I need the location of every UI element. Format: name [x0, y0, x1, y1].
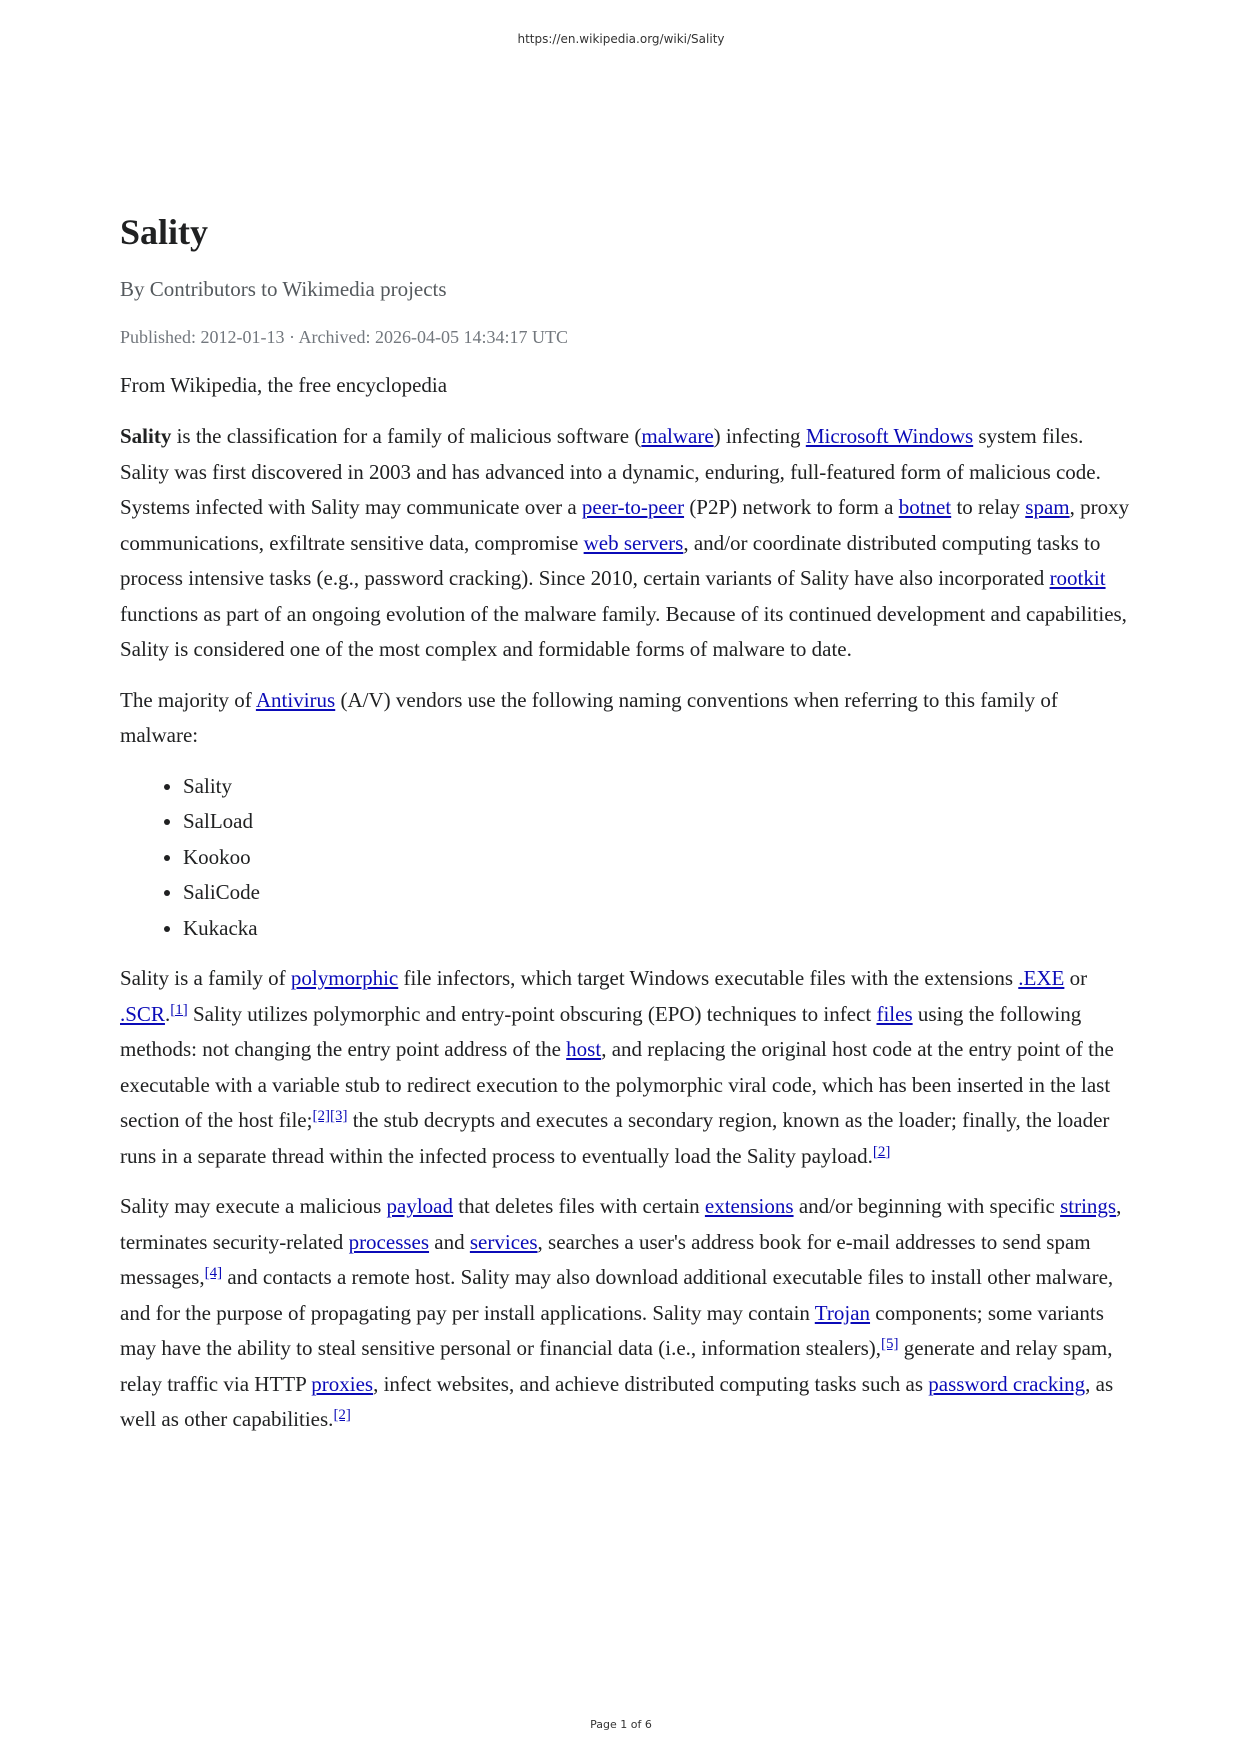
text: , and/or coordinate distributed computing tasks to process intensive tasks (e.g., password cracking). Since 2010, certain variants of Sality have also incorporated [120, 530, 1101, 590]
text: and contacts a remote host. Sality may also download additional executable files to install other malware, and for the purpose of propagating pay per install applications. Sality may contain [120, 1265, 1114, 1325]
page-title: Sality [120, 212, 209, 252]
text: and [429, 1229, 470, 1254]
text: . [164, 1001, 171, 1026]
citation [333, 1407, 351, 1423]
citation [881, 1336, 899, 1352]
text: Sality is a family of [120, 966, 291, 990]
infection-paragraph [120, 961, 1130, 1174]
citation [205, 1265, 223, 1281]
list-item: • Kukacka [183, 911, 1130, 947]
link-peer-to-peer[interactable]: peer-to-peer [581, 495, 685, 519]
citation-link[interactable]: [2] [333, 1407, 351, 1423]
list-item: • SalLoad [183, 804, 1130, 840]
article-content [120, 210, 1130, 1453]
link-password-cracking[interactable]: password cracking [928, 1371, 1086, 1396]
link-services[interactable]: services [469, 1229, 538, 1254]
page-number: Page 1 of 6 [590, 1718, 652, 1731]
text: generate and relay spam, relay traffic via HTTP [120, 1336, 1113, 1396]
link-proxies[interactable]: proxies [311, 1371, 374, 1396]
citation-link[interactable]: [4] [204, 1265, 223, 1281]
link-exe[interactable]: .EXE [1018, 966, 1065, 990]
citation-link[interactable]: [2] [872, 1143, 891, 1160]
text: that deletes files with certain [452, 1194, 705, 1218]
link-microsoft-windows[interactable]: Microsoft Windows [805, 424, 974, 448]
citation-link[interactable]: [3] [329, 1108, 348, 1124]
citation [873, 1144, 891, 1160]
text: file infectors, which target Windows executable files with the extensions [398, 966, 1019, 990]
bold-term: Sality [120, 424, 172, 448]
list-item: • Kookoo [183, 840, 1130, 876]
naming-list [120, 769, 1130, 947]
text: using the following methods: not changing the entry point address of the [120, 1001, 1082, 1061]
page-url: https://en.wikipedia.org/wiki/Sality [517, 32, 725, 46]
link-extensions[interactable]: extensions [704, 1194, 794, 1218]
text: (P2P) network to form a [684, 495, 899, 519]
link-trojan[interactable]: Trojan [814, 1300, 871, 1325]
byline: By Contributors to Wikimedia projects [120, 277, 447, 301]
text: system files. Sality was first discovered in 2003 and has advanced into a dynamic, enduring, full-featured form of malicious code. Systems infected with Sality may communicate over a [120, 424, 1101, 519]
citation [170, 1002, 188, 1018]
text: , proxy communications, exfiltrate sensitive data, compromise [120, 495, 1130, 555]
payload-paragraph [120, 1189, 1130, 1438]
link-polymorphic[interactable]: polymorphic [290, 966, 399, 990]
link-host[interactable]: host [566, 1037, 602, 1061]
list-item: • Sality [183, 769, 1130, 805]
link-botnet[interactable]: botnet [898, 495, 952, 519]
citation-link[interactable]: [1] [170, 1001, 188, 1018]
link-antivirus[interactable]: Antivirus [255, 687, 336, 712]
link-scr[interactable]: .SCR [120, 1001, 165, 1026]
published-date: Published: 2012-01-13 · Archived: 2026-04-05 14:34:17 UTC [120, 327, 568, 347]
text: ) infecting [713, 424, 806, 448]
citation-link[interactable]: [5] [881, 1336, 899, 1352]
text: Sality may execute a malicious [120, 1194, 387, 1218]
text: (A/V) vendors use the following naming conventions when referring to this family of malware: [120, 687, 1058, 747]
text: to relay [951, 495, 1026, 519]
link-strings[interactable]: strings [1060, 1194, 1117, 1218]
link-processes[interactable]: processes [348, 1229, 430, 1254]
text: , searches a user's address book for e-mail addresses to send spam messages, [120, 1229, 1091, 1289]
text: the stub decrypts and executes a secondary region, known as the loader; finally, the loader runs in a separate thread within the infected process to eventually load the Sality payload. [120, 1108, 1110, 1168]
text: , terminates security-related [120, 1194, 1122, 1254]
link-files[interactable]: files [876, 1001, 913, 1026]
text: or [1064, 966, 1088, 990]
text: and/or beginning with specific [793, 1194, 1061, 1218]
citation-link[interactable]: [2] [312, 1108, 330, 1124]
link-rootkit[interactable]: rootkit [1049, 566, 1106, 590]
list-item: • SaliCode [183, 875, 1130, 911]
link-spam[interactable]: spam [1025, 495, 1070, 519]
text: functions as part of an ongoing evolution of the malware family. Because of its continued development and capabilities, Sality is considered one of the most complex and formidable forms of malware to date. [120, 601, 1127, 661]
text: , as well as other capabilities. [120, 1371, 1114, 1431]
link-payload[interactable]: payload [386, 1194, 453, 1218]
text: , and replacing the original host code at the entry point of the executable with a variable stub to redirect execution to the polymorphic viral code, which has been inserted in the last section of the host file; [120, 1037, 1114, 1132]
link-malware[interactable]: malware [641, 424, 714, 448]
text: components; some variants may have the ability to steal sensitive personal or financial data (i.e., information stealers), [120, 1300, 1104, 1360]
link-web-servers[interactable]: web servers [583, 530, 684, 555]
naming-paragraph [120, 683, 1130, 754]
text: is the classification for a family of malicious software ( [171, 424, 642, 448]
intro-paragraph [120, 419, 1130, 668]
text: The majority of [120, 687, 256, 712]
text: , infect websites, and achieve distributed computing tasks such as [373, 1371, 929, 1396]
text: Sality utilizes polymorphic and entry-point obscuring (EPO) techniques to infect [187, 1001, 877, 1026]
citation [312, 1108, 347, 1124]
tagline: From Wikipedia, the free encyclopedia [120, 373, 448, 397]
